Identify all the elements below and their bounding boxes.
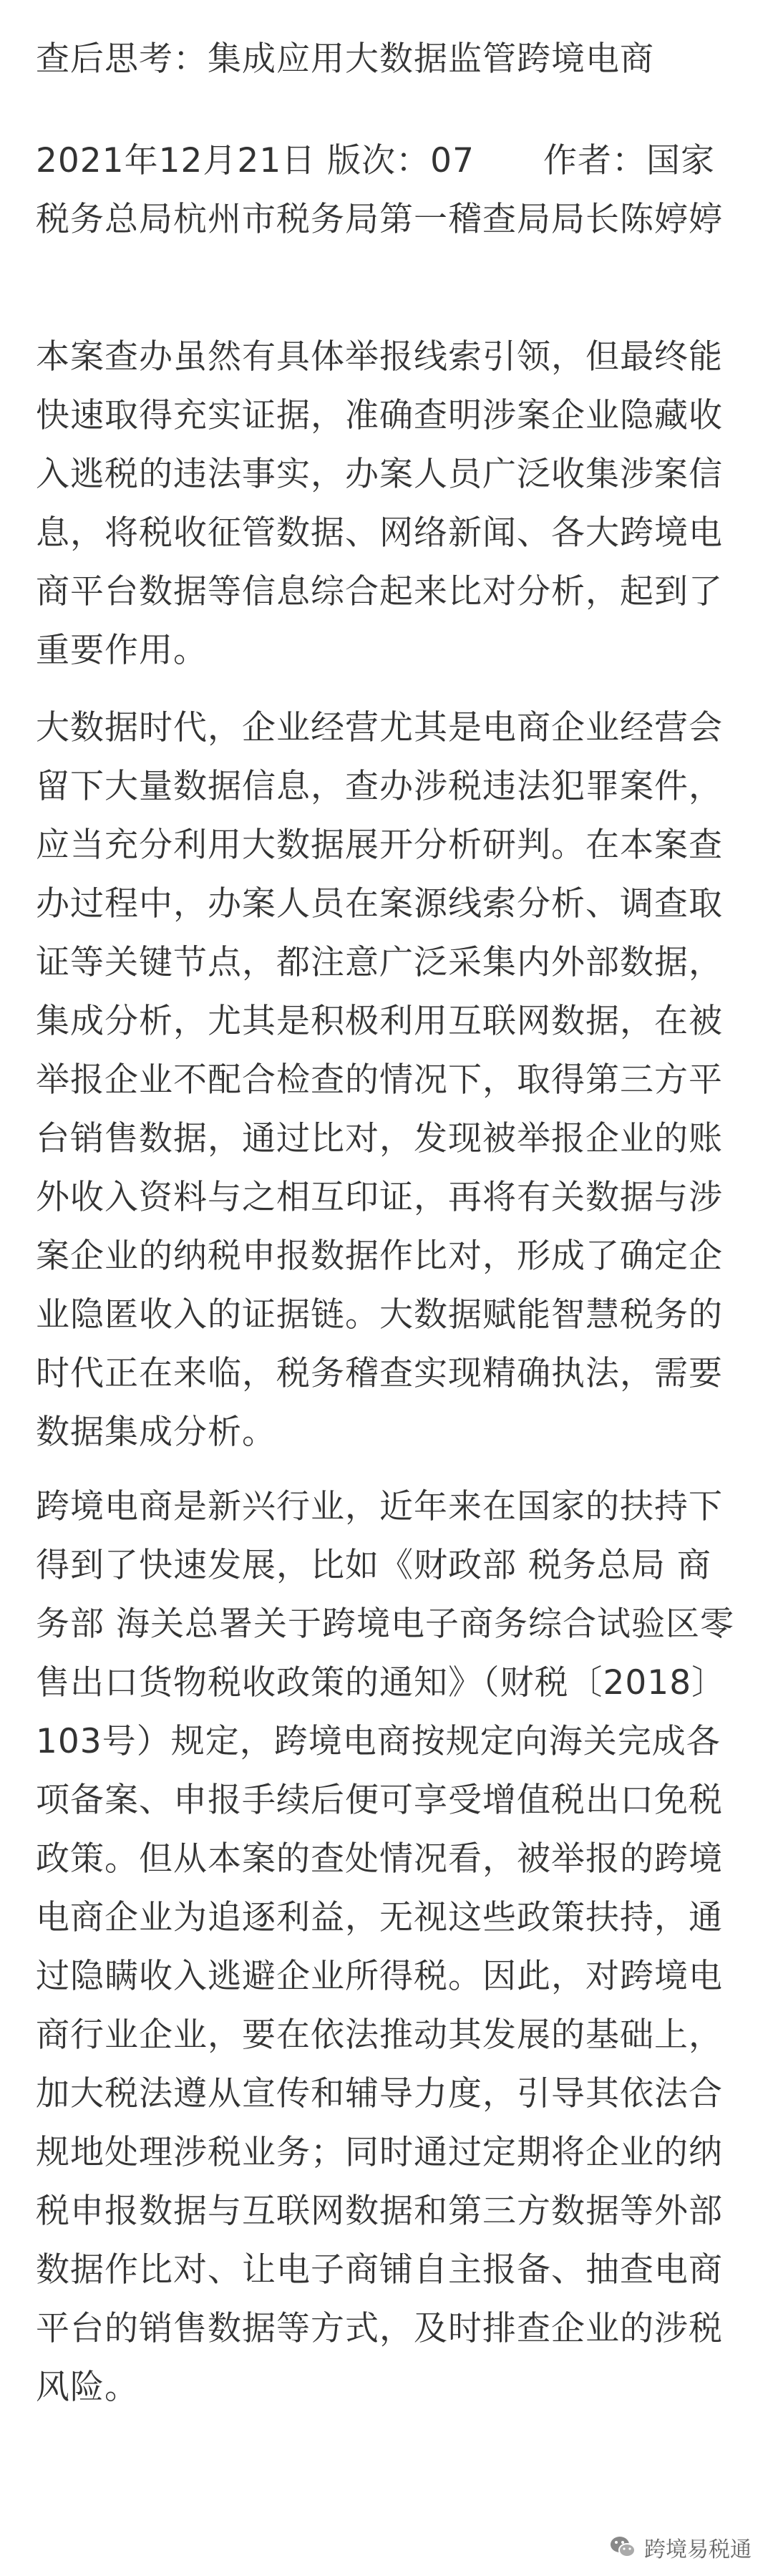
article-paragraph: 大数据时代，企业经营尤其是电商企业经营会留下大量数据信息，查办涉税违法犯罪案件，应当充分利用大数据展开分析研判。在本案查办过程中，办案人员在案源线索分析、调查取证等关键节点，都注意广泛采集内外部数据，集成分析，尤其是积极利用互联网数据，在被举报企业不配合检查的情况下，取得第三方平台销售数据，通过比对，发现被举报企业的账外收入资料与之相互印证，再将有关数据与涉案企业的纳税申报数据作比对，形成了确定企业隐匿收入的证据链。大数据赋能智慧税务的时代正在来临，税务稽查实现精确执法，需要数据集成分析。	[36, 708, 723, 1452]
watermark	[608, 2532, 752, 2563]
wechat-icon	[608, 2533, 637, 2562]
article-title: 查后思考：集成应用大数据监管跨境电商	[36, 39, 654, 79]
article-meta: 2021年12月21日 版次：07 作者：国家税务总局杭州市税务局第一稽查局局长陈婷婷	[36, 141, 723, 239]
watermark-label: 跨境易税通	[644, 2537, 752, 2562]
article-paragraph: 本案查办虽然有具体举报线索引领，但最终能快速取得充实证据，准确查明涉案企业隐藏收入逃税的违法事实，办案人员广泛收集涉案信息，将税收征管数据、网络新闻、各大跨境电商平台数据等信息综合起来比对分析，起到了重要作用。	[36, 337, 723, 670]
article-paragraph: 跨境电商是新兴行业，近年来在国家的扶持下得到了快速发展，比如《财政部 税务总局 商务部 海关总署关于跨境电子商务综合试验区零售出口货物税收政策的通知》（财税〔2018〕103号）规定，跨境电商按规定向海关完成各项备案、申报手续后便可享受增值税出口免税政策。但从本案的查处情况看，被举报的跨境电商企业为追逐利益，无视这些政策扶持，通过隐瞒收入逃避企业所得税。因此，对跨境电商行业企业，要在依法推动其发展的基础上，加大税法遵从宣传和辅导力度，引导其依法合规地处理涉税业务；同时通过定期将企业的纳税申报数据与互联网数据和第三方数据等外部数据作比对、让电子商铺自主报备、抽查电商平台的销售数据等方式，及时排查企业的涉税风险。	[36, 1487, 734, 2407]
